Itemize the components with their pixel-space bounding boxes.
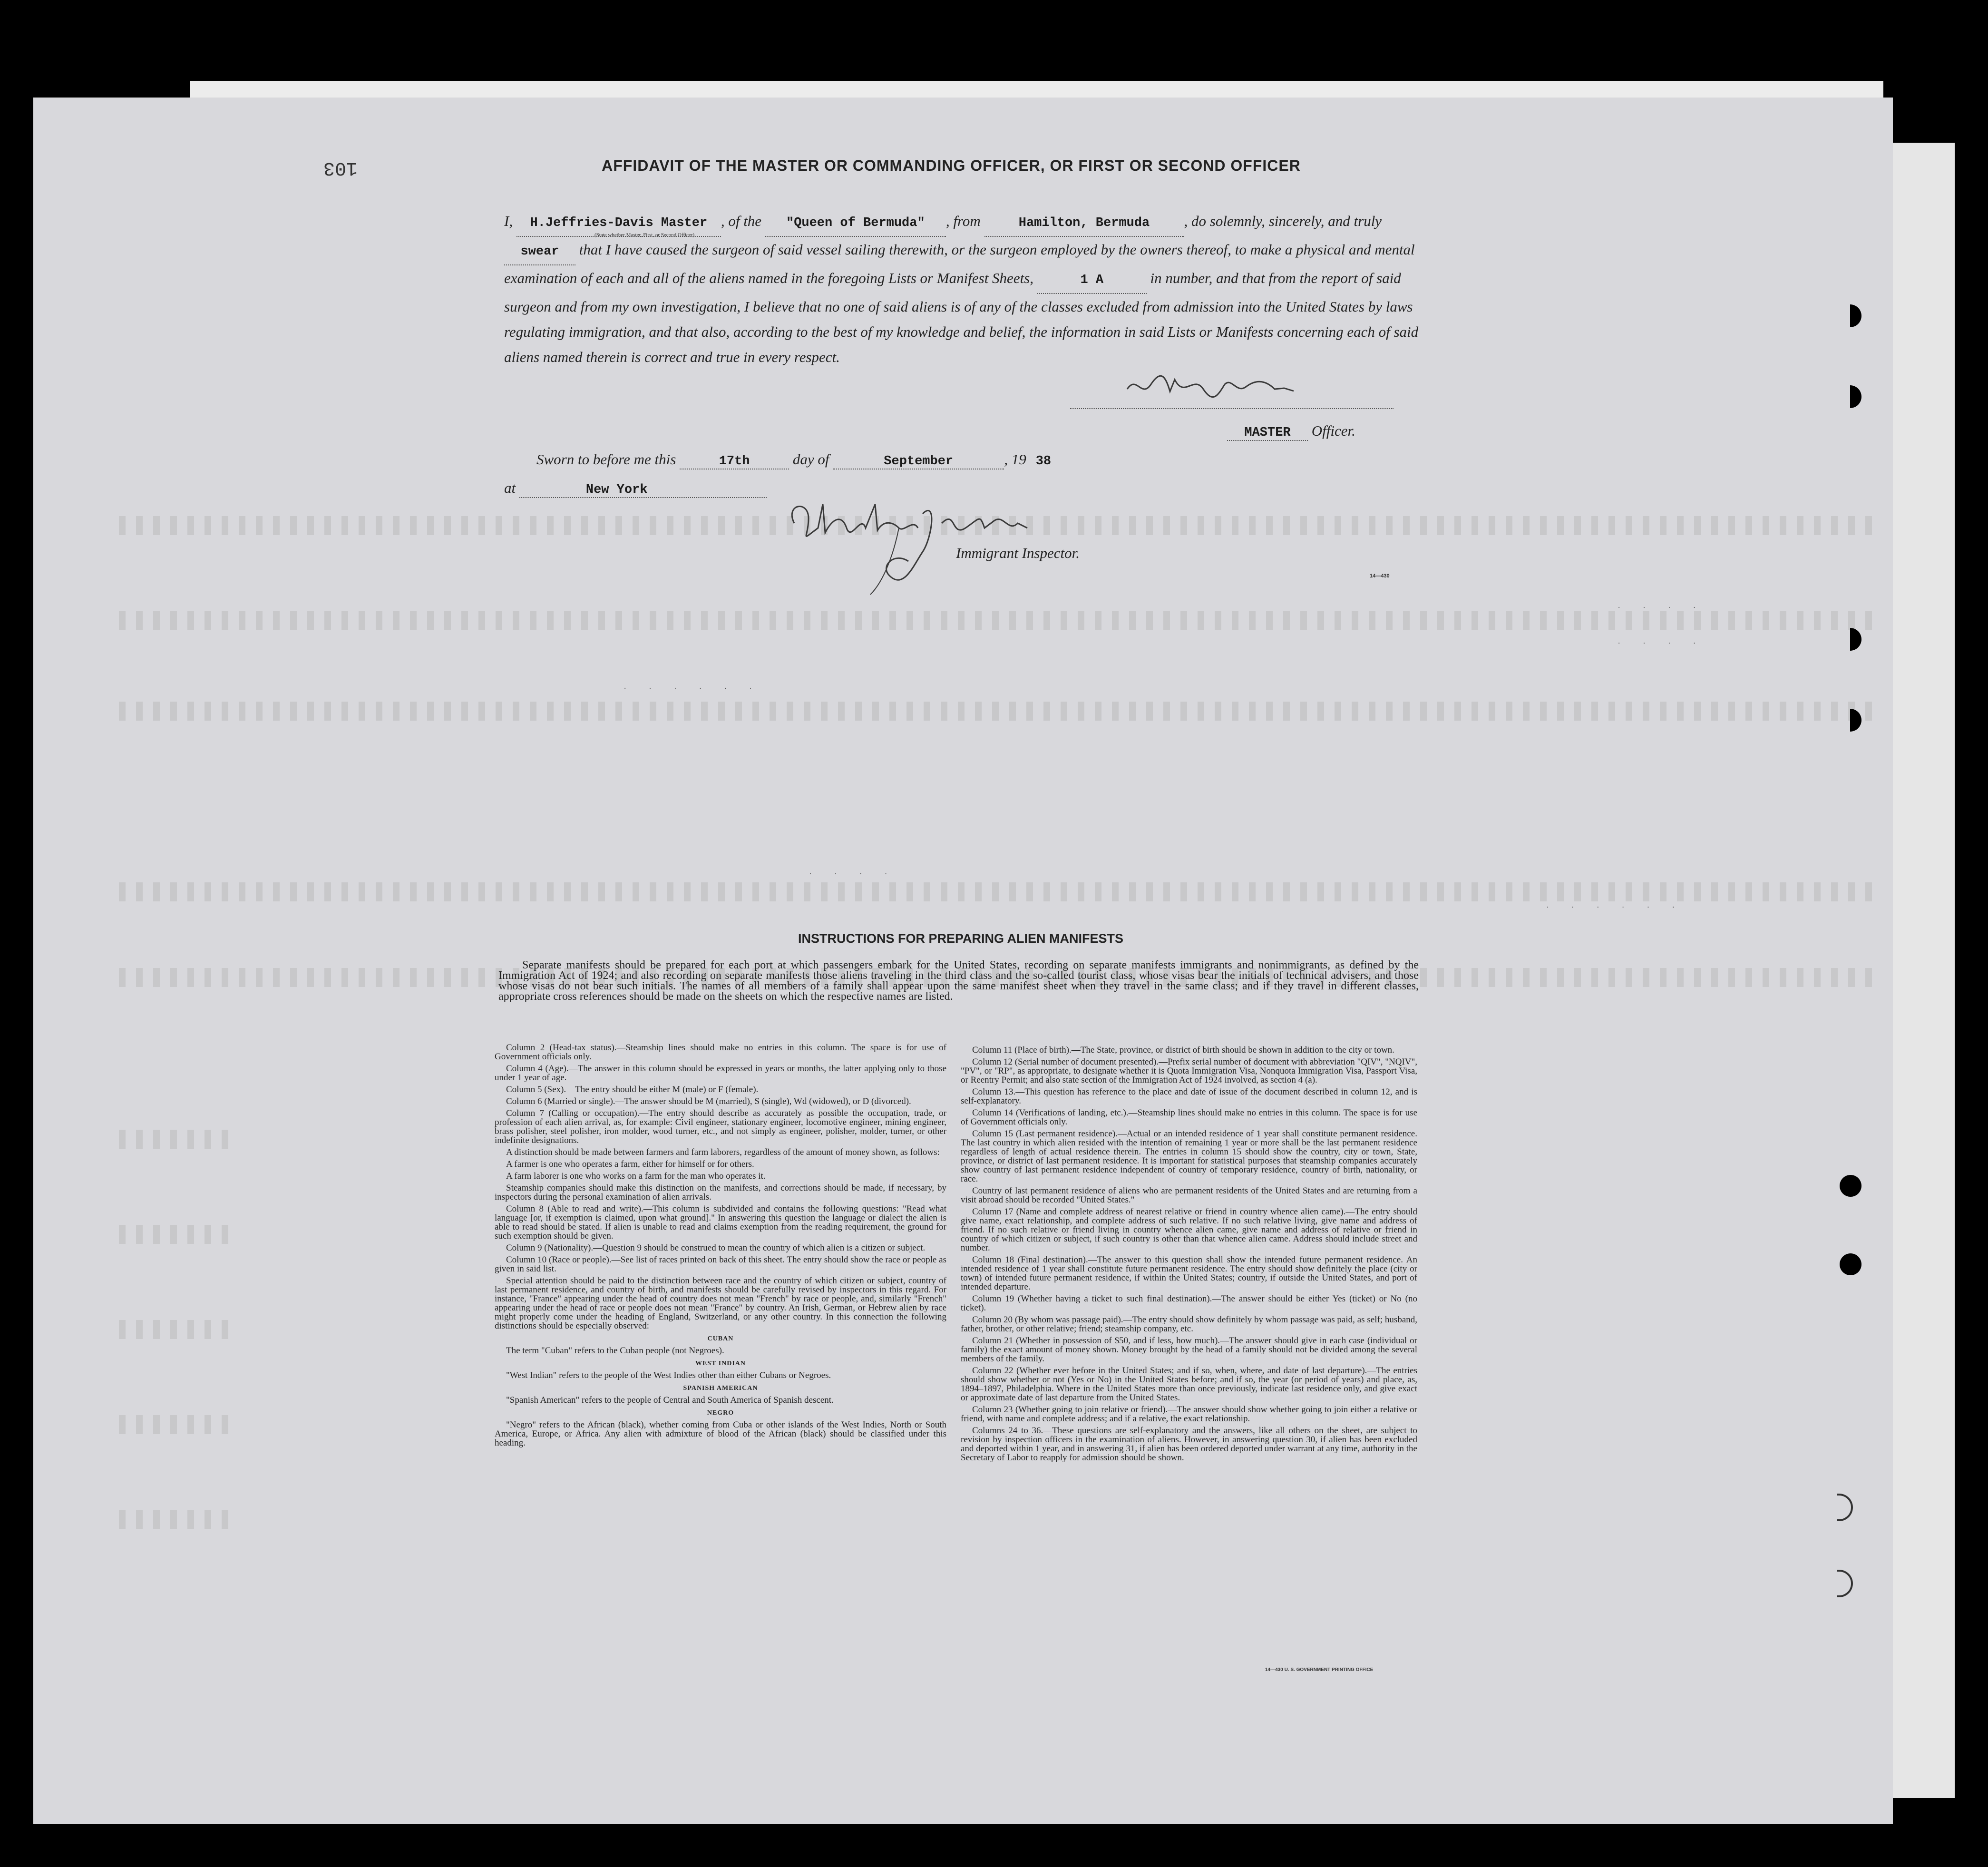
instruction-item: Column 23 (Whether going to join relative or friend).—The answer should show whether going to join either a relative or friend, with name and complete address; and if a relative, the exact relationship.: [961, 1405, 1417, 1424]
sworn-location: [504, 479, 767, 498]
bleed-through-row: [119, 611, 1879, 630]
instruction-item: Column 14 (Verifications of landing, etc.).—Steamship lines should make no entries in this column. The space is for use of Government officials only.: [961, 1108, 1417, 1127]
officer-rank-row: [1227, 422, 1355, 441]
instruction-item: Country of last permanent residence of aliens who are permanent residents of the United States and are returning from a visit abroad should be recorded "United States.": [961, 1186, 1417, 1205]
master-signature: [1122, 370, 1313, 403]
column-marks: · · · · · ·: [623, 685, 761, 693]
rank-field: MASTER: [1227, 426, 1308, 441]
bleed-through-row: [119, 702, 1879, 721]
instruction-item: Column 20 (By whom was passage paid).—The entry should show definitely by whom passage was paid, as self; husband, father, brother, or other relative; friend; steamship company, etc.: [961, 1315, 1417, 1334]
underlying-sheet-edge: [1883, 143, 1955, 1798]
punch-hole: [1840, 1253, 1861, 1275]
intro-paragraph: Separate manifests should be prepared for each port at which passengers embark for the United States, recording on separate manifests immigrants and nonimmigrants, as defined by the Immigration Act of 1924; and also recording on separate manifests those aliens traveling in the third class and the so-called tourist class, whose visas bear the initials of technical advisers, and those whose visas do not bear such initials. The names of all members of a family shall appear upon the same manifest sheet when they travel in the same class; and if they travel in different classes, appropriate cross references should be made on the sheets on which the respective names are listed.: [498, 959, 1419, 1003]
section-heading: SPANISH AMERICAN: [683, 1385, 758, 1392]
affidavit-text: I,: [504, 213, 513, 229]
instruction-item: Column 22 (Whether ever before in the United States; and if so, when, where, and date of last departure).—The entries should show whether or not (Yes or No) in the United States before; and if so, the year (or period of years) and place, as, 1894–1897, Philadelphia. Where in the United States more than once previously, indicate last residence only, and give exact or approximate date of last departure from the United States.: [961, 1366, 1417, 1403]
bleed-through-row: [119, 1130, 238, 1149]
corner-stamp-number: 103: [323, 157, 358, 178]
instruction-item: Steamship companies should make this distinction on the manifests, and corrections should be made, if necessary, by inspectors during the personal examination of alien arrivals.: [495, 1183, 946, 1202]
instruction-item: "Spanish American" refers to the people of Central and South America of Spanish descent.: [506, 1395, 834, 1405]
printing-office-footer: 14—430 U. S. GOVERNMENT PRINTING OFFICE: [1265, 1667, 1374, 1672]
oath-field: swear: [504, 239, 575, 265]
section-heading: WEST INDIAN: [695, 1360, 746, 1367]
instruction-item: Column 7 (Calling or occupation).—The entry should describe as accurately as possible the occupation, trade, or profession of each alien arrival, as, for example: Civil engineer, stationary engineer, locomotive engineer, mining engineer, brass polisher, steel polisher, iron molder, wood turner, etc., and not simply as engineer, polisher, molder, turner, or other indefinite designations.: [495, 1108, 946, 1145]
bleed-through-row: [119, 1225, 238, 1244]
affidavit-text: , do: [1184, 213, 1206, 229]
instruction-item: Column 18 (Final destination).—The answer to this question shall show the intended future permanent residence. An intended residence of 1 year shall constitute future permanent residence. The entry should show definitely the place (city or town) of intended future permanent residence, if within the United States; country, if outside the United States, and port of intended departure.: [961, 1255, 1417, 1292]
instruction-item: Column 9 (Nationality).—Question 9 should be construed to mean the country of which alien is a citizen or subject.: [506, 1243, 926, 1253]
bleed-through-row: [119, 1415, 238, 1434]
officer-name-field: H.Jeffries-Davis Master: [516, 211, 721, 237]
instructions-intro: [498, 960, 1419, 1002]
instruction-item: A farm laborer is one who works on a farm for the man who operates it.: [506, 1171, 766, 1181]
instruction-item: A distinction should be made between farmers and farm laborers, regardless of the amount of money shown, as follows:: [506, 1147, 940, 1157]
affidavit-text: , from: [945, 213, 981, 229]
instruction-item: Column 8 (Able to read and write).—This column is subdivided and contains the following questions: "Read what language [or, if exemption is claimed, upon what ground]." In answering this question the language or dialect the alien is able to read should be stated. If alien is unable to read and claims exemption from the reading requirement, the ground for such exemption should be given.: [495, 1204, 946, 1241]
instruction-item: Column 17 (Name and complete address of nearest relative or friend in country whence alien came).—The entry should give name, exact relationship, and complete address of such relative. If no such relative living, give name and address of friend. If no such relative or friend living in country whence alien came, give name and address of relative or friend in country of which citizen or subject, if such country is other than that whence alien came. Address should include street and number.: [961, 1207, 1417, 1253]
sworn-text: , 19: [1004, 451, 1026, 468]
affidavit-title: AFFIDAVIT OF THE MASTER OR COMMANDING OFFICER, OR FIRST OR SECOND OFFICER: [602, 157, 1301, 174]
year-field: 38: [1035, 454, 1052, 469]
port-field: Hamilton, Bermuda: [984, 211, 1184, 237]
column-marks: · · · ·: [1617, 604, 1705, 612]
affidavit-text: in number, and that from the report of said surgeon and from my own investigation, I believe that no one of said aliens is of any of the classes excluded from admission into the United States by laws regulating immigration, and that also, according to the best of my knowledge and belief, the information in said Lists or Manifests concerning each of said aliens named therein is correct and true in every respect.: [504, 270, 1419, 365]
at-label: at: [504, 479, 516, 496]
instruction-item: Column 4 (Age).—The answer in this column should be expressed in years or months, the latter applying only to those under 1 year of age.: [495, 1064, 946, 1083]
column-marks: · · · ·: [1617, 640, 1705, 647]
instruction-item: A farmer is one who operates a farm, either for himself or for others.: [506, 1159, 754, 1169]
instruction-item: Column 21 (Whether in possession of $50, and if less, how much).—The answer should give in each case (individual or family) the exact amount of money shown. Money brought by the head of a family should not be divided among the several members of the family.: [961, 1336, 1417, 1364]
bleed-through-row: [119, 882, 1879, 901]
instruction-item: "Negro" refers to the African (black), whether coming from Cuba or other islands of the West Indies, North or South America, Europe, or Africa. Any alien with admixture of blood of the African (black) should be classified under this heading.: [495, 1420, 946, 1448]
instruction-item: Column 15 (Last permanent residence).—Actual or an intended residence of 1 year shall constitute permanent residence. The last country in which alien resided with the intention of remaining 1 year or more shall be the last permanent residence regardless of length of actual residence therein. The entries in column 15 should show the country, city or town, State, province, or district of last permanent residence. It is important for statistical purposes that steamship companies accurately show country of last permanent residence independent of country of temporary residence, country of birth, nationality, or race.: [961, 1129, 1417, 1184]
punch-hole: [1840, 1175, 1861, 1197]
instruction-item: Column 12 (Serial number of document presented).—Prefix serial number of document with abbreviation "QIV", "NQIV", "PV", or "RP", as appropriate, to designate whether it is Quota Immigration Visa, Nonquota Immigration Visa, Passport Visa, or Reentry Permit; and also state section of the Immigration Act of 1924 involved, as section 4 (a).: [961, 1057, 1417, 1085]
form-number: 14—430: [1370, 573, 1390, 579]
vessel-name-field: "Queen of Bermuda": [765, 211, 946, 237]
officer-label: Officer.: [1311, 422, 1355, 439]
sheet-count-field: 1 A: [1037, 268, 1147, 294]
bleed-through-row: [119, 1320, 238, 1339]
instruction-item: Column 19 (Whether having a ticket to such final destination).—The answer should be either Yes (ticket) or No (no ticket).: [961, 1294, 1417, 1313]
affidavit-text: that I have caused the surgeon of said vessel sailing therewith, or the surgeon employed by the owners thereof, to make a physical and mental examination of each and all of the aliens named in the foregoing Lists or Manifest Sheets,: [504, 241, 1415, 286]
instructions-title: INSTRUCTIONS FOR PREPARING ALIEN MANIFESTS: [798, 931, 1124, 946]
affidavit-text: solemnly, sincerely, and truly: [1209, 213, 1382, 229]
inspector-title: Immigrant Inspector.: [956, 545, 1080, 561]
month-field: September: [833, 454, 1004, 469]
place-field: New York: [519, 483, 767, 498]
officer-rank-note: (State whether Master, First, or Second Officer): [594, 232, 695, 238]
instruction-item: Column 11 (Place of birth).—The State, province, or district of birth should be shown in addition to the city or town.: [972, 1045, 1394, 1055]
instruction-item: Column 2 (Head-tax status).—Steamship lines should make no entries in this column. The space is for use of Government officials only.: [495, 1043, 946, 1062]
sworn-statement: [536, 451, 1051, 469]
bleed-through-row: [119, 1510, 238, 1529]
instruction-item: Columns 24 to 36.—These questions are self-explanatory and the answers, like all others on the sheet, are subject to revision by inspection officers in the examination of aliens. However, in answering question 30, if alien has been excluded and deported within 1 year, and in answering 31, if alien has been ordered deported under warrant at any time, authority in the Secretary of Labor to reapply for admission should be shown.: [961, 1426, 1417, 1463]
instruction-item: "West Indian" refers to the people of the West Indies other than either Cubans or Negroes.: [506, 1370, 831, 1380]
instruction-item: Special attention should be paid to the distinction between race and the country of which citizen or subject, country of last permanent residence, and country of birth, and manifests should be carefully revised by inspectors in this regard. For instance, "France" appearing under the head of country does not mean "French" by race or people, and, similarly "French" appearing under the head of race or people does not mean "France" by country. An Irish, German, or Hebrew alien by race might properly come under the heading of England, Switzerland, or any other country. In this connection the following distinctions should be especially observed:: [495, 1276, 946, 1331]
section-heading: CUBAN: [707, 1335, 734, 1342]
column-marks: · · · · · ·: [1546, 904, 1684, 911]
sworn-text: day of: [792, 451, 829, 468]
instructions-left-column: [495, 1043, 946, 1450]
instruction-item: Column 5 (Sex).—The entry should be either M (male) or F (female).: [506, 1085, 759, 1095]
section-heading: NEGRO: [707, 1409, 734, 1417]
sworn-text: Sworn to before me this: [536, 451, 676, 468]
affidavit-text: , of the: [721, 213, 762, 229]
instruction-item: Column 10 (Race or people).—See list of races printed on back of this sheet. The entry should show the race or people as given in said list.: [495, 1255, 946, 1274]
instructions-right-column: [961, 1046, 1417, 1465]
signature-line: [1070, 408, 1394, 409]
day-field: 17th: [680, 454, 789, 469]
column-marks: · · · ·: [809, 870, 897, 878]
instruction-item: Column 6 (Married or single).—The answer should be M (married), S (single), Wd (widowed), or D (divorced).: [506, 1096, 911, 1106]
instruction-item: The term "Cuban" refers to the Cuban people (not Negroes).: [506, 1346, 724, 1356]
instruction-item: Column 13.—This question has reference to the place and date of issue of the document described in column 12, and is self-explanatory.: [961, 1087, 1417, 1106]
